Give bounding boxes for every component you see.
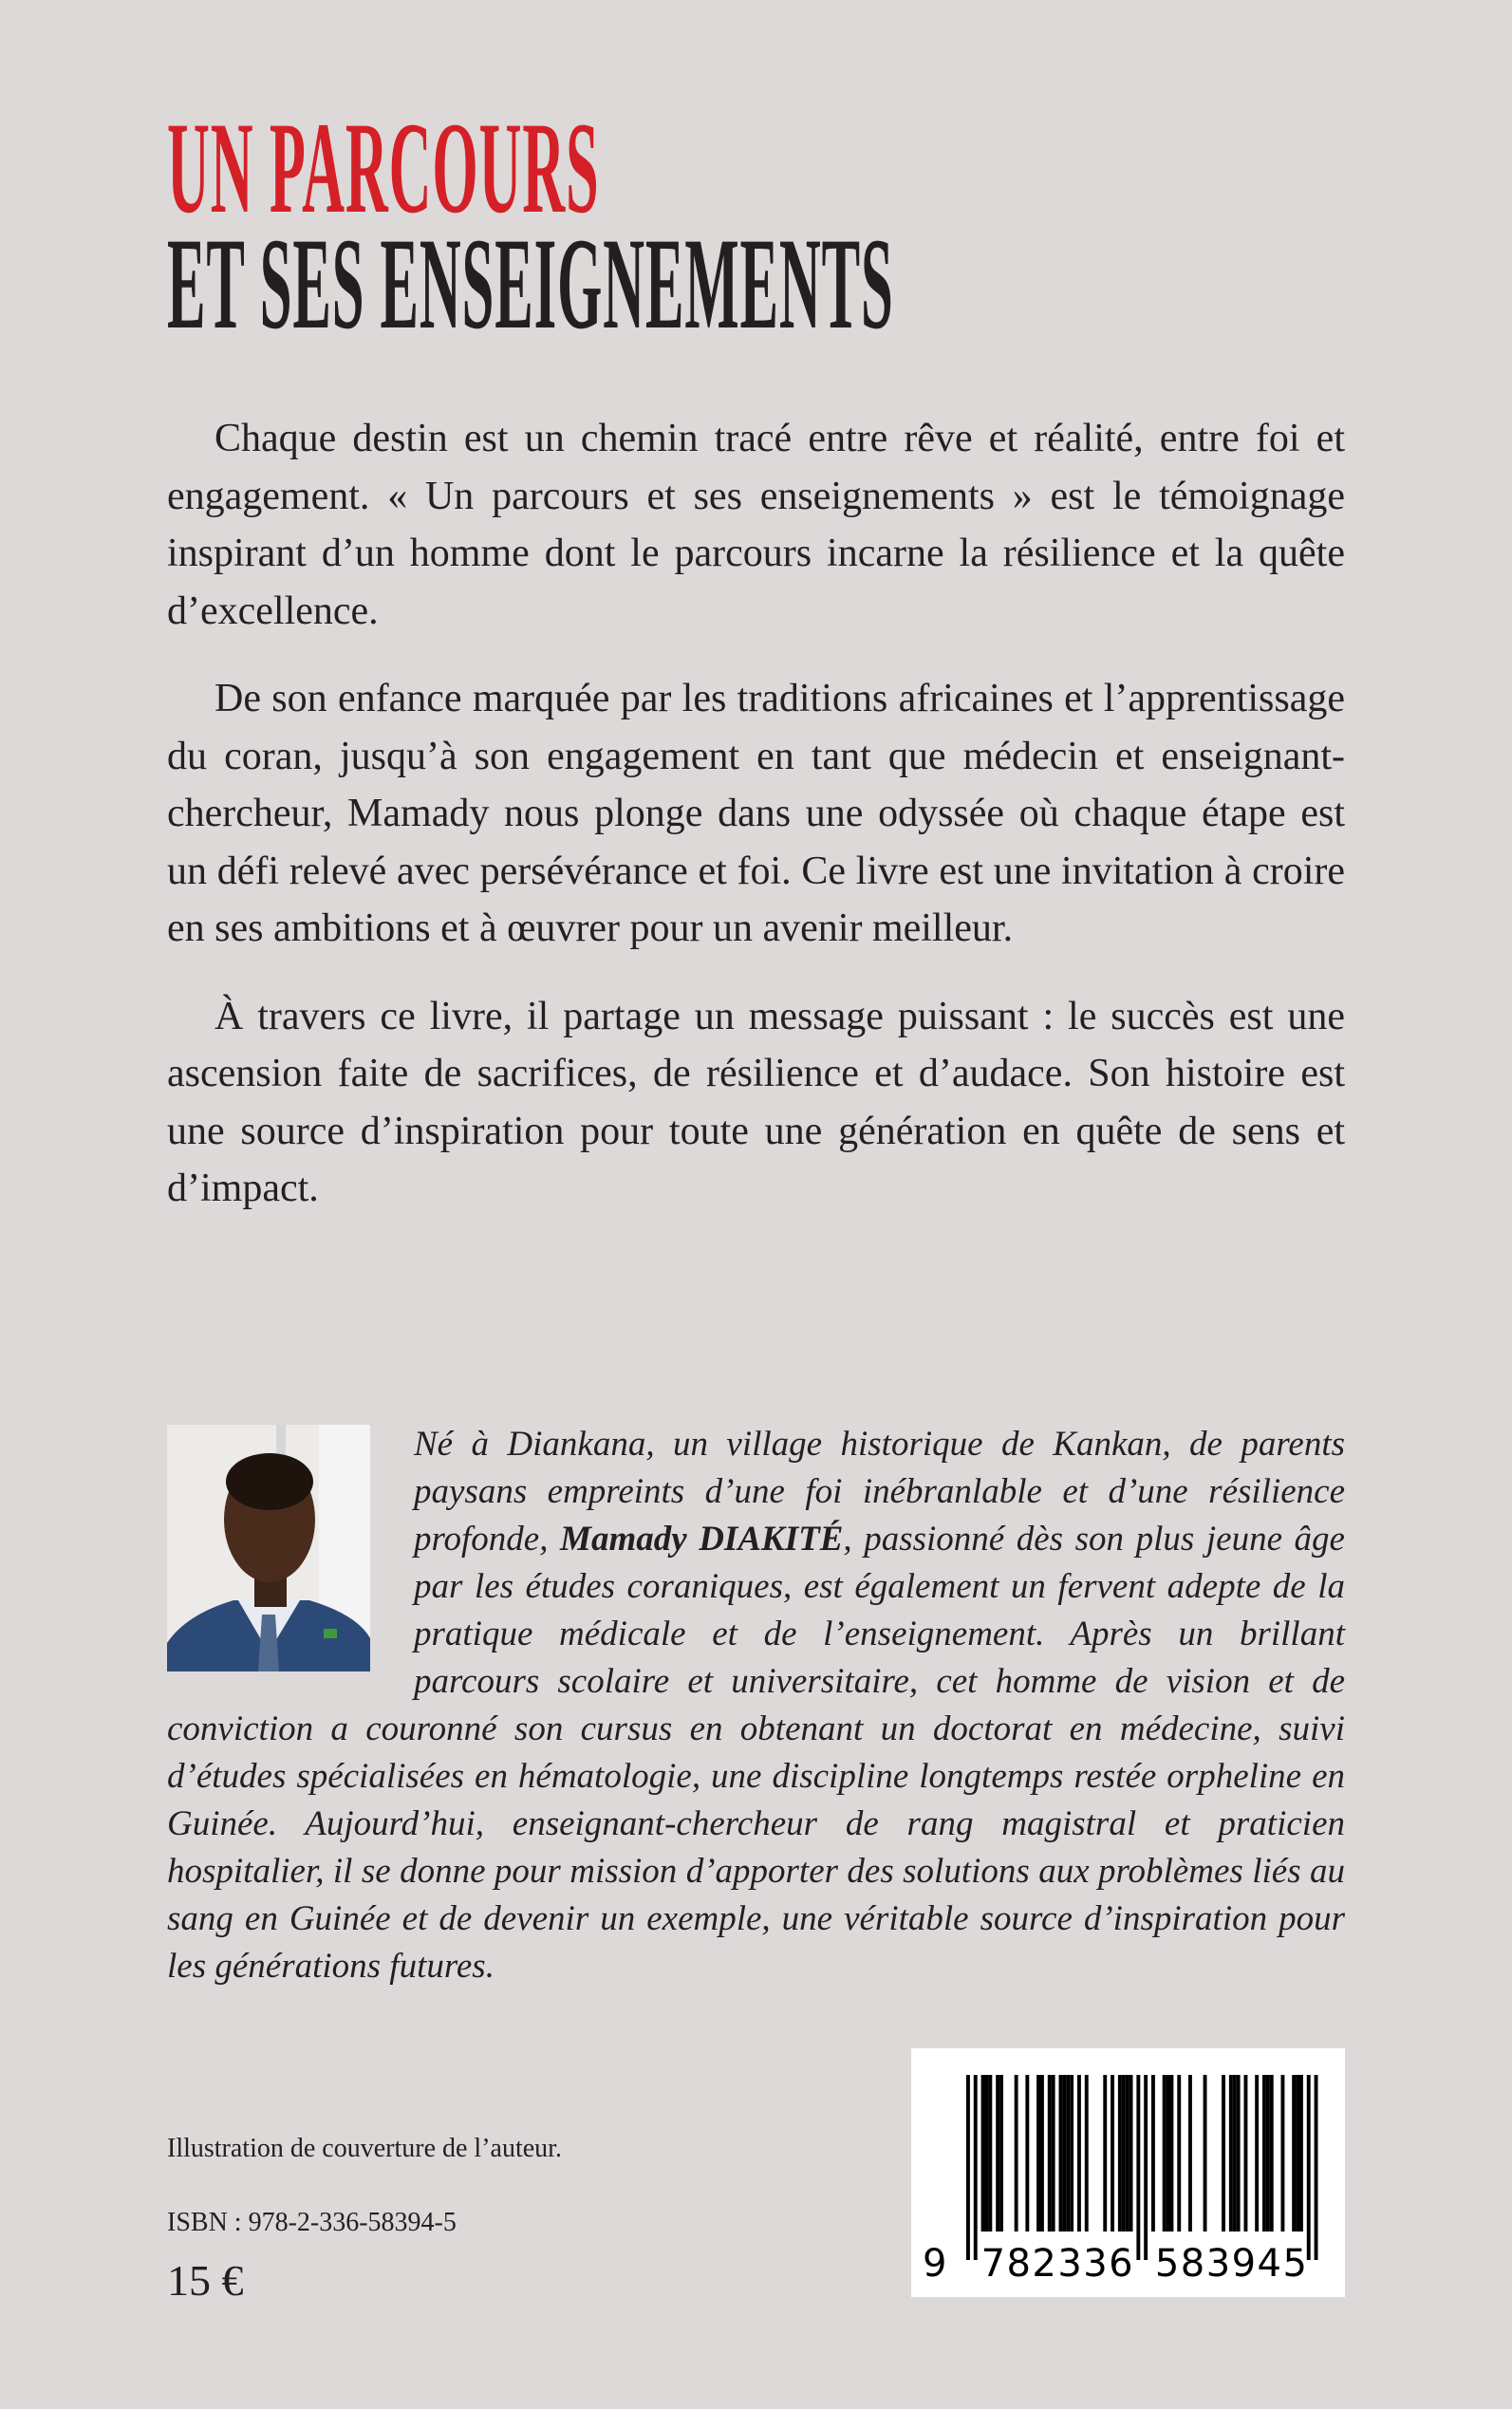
barcode-bar <box>1077 2075 1081 2232</box>
barcode-bar <box>1255 2075 1259 2232</box>
barcode-bar <box>1299 2075 1303 2232</box>
barcode-bar <box>1170 2075 1174 2232</box>
barcode-bar <box>966 2075 970 2260</box>
bio-text: , passionné dès son plus jeune âge par les études coraniques, est également un fervent adepte de la pratique médicale et de l’enseignement. Après un brillant parcours scolaire et universitaire, cet homme de vision et de conviction a couronné son cursus en obtenant un doctorat en médecine, suivi d’études spécialisées en hématologie, une discipline longtemps restée orpheline en Guinée. Aujourd’hui, enseignant-chercheur de rang magistral et praticien hospitalier, il se donne pour mission d’apporter des solutions aux problèmes liés au sang en Guinée et de devenir un exemple, une véritable source d’inspiration pour les générations futures. <box>167 1520 1345 1986</box>
barcode-bar <box>981 2075 985 2232</box>
barcode-bar <box>974 2075 978 2260</box>
barcode-digit-first: 9 <box>923 2242 947 2286</box>
title-line-2: ET SES ENSEIGNEMENTS <box>167 211 894 356</box>
barcode-bar <box>1177 2075 1181 2232</box>
barcode-digits-right: 583945 <box>1154 2242 1307 2286</box>
barcode-bar <box>1118 2075 1122 2232</box>
barcode-bar <box>1204 2075 1207 2232</box>
summary-paragraph: À travers ce livre, il partage un message puissant : le succès est une ascension faite de sacrifices, de résilience et d’audace. Son histoire est une source d’inspiration pour toute une génération en quête de sens et d’impact. <box>167 994 1345 1210</box>
barcode-bar <box>1111 2075 1114 2232</box>
barcode-bar <box>1122 2075 1126 2232</box>
barcode-bar <box>1052 2075 1055 2232</box>
barcode-bar <box>1270 2075 1274 2232</box>
barcode-bar <box>1059 2075 1063 2232</box>
barcode-bar <box>1048 2075 1052 2232</box>
barcode-bar <box>1266 2075 1270 2232</box>
barcode-bar <box>988 2075 992 2232</box>
author-photo <box>167 1425 370 1671</box>
barcode-bar <box>1085 2075 1089 2232</box>
barcode-bar <box>1151 2075 1155 2232</box>
barcode-bar <box>1025 2075 1029 2232</box>
barcode-bar <box>1292 2075 1296 2232</box>
isbn: ISBN : 978-2-336-58394-5 <box>167 2208 457 2237</box>
barcode-bar <box>1262 2075 1266 2232</box>
barcode-bar <box>985 2075 989 2232</box>
barcode-bar <box>1296 2075 1299 2232</box>
barcode-bar <box>1066 2075 1070 2232</box>
barcode-bar <box>1222 2075 1225 2232</box>
price: 15 € <box>167 2256 244 2305</box>
barcode-bar <box>1103 2075 1107 2232</box>
barcode-bars <box>911 2048 1345 2297</box>
barcode <box>911 2048 1345 2297</box>
barcode-bar <box>1136 2075 1140 2260</box>
barcode-bar <box>1126 2075 1129 2232</box>
author-name: Mamady DIAKITÉ <box>560 1520 844 1559</box>
barcode-bar <box>1015 2075 1018 2232</box>
barcode-digits-left: 782336 <box>980 2242 1133 2286</box>
barcode-bar <box>1070 2075 1073 2232</box>
barcode-bar <box>1307 2075 1311 2260</box>
barcode-bar <box>1244 2075 1248 2232</box>
barcode-bar <box>1229 2075 1233 2232</box>
author-bio <box>167 1421 1345 1990</box>
barcode-bar <box>996 2075 999 2232</box>
barcode-bar <box>1163 2075 1167 2232</box>
cover-credit: Illustration de couverture de l’auteur. <box>167 2134 562 2163</box>
barcode-bar <box>1062 2075 1066 2232</box>
bio-text: Né à Diankana, un village historique de Kankan, de parents paysans empreints d’une foi inébranlable et d’une résilience profonde, <box>414 1425 1345 1559</box>
barcode-bar <box>1167 2075 1170 2232</box>
barcode-bar <box>999 2075 1003 2232</box>
barcode-bar <box>1144 2075 1148 2260</box>
barcode-bar <box>1233 2075 1237 2232</box>
barcode-bar <box>1237 2075 1241 2232</box>
summary-paragraph: De son enfance marquée par les traditions africaines et l’apprentissage du coran, jusqu’à son engagement en tant que médecin et enseignant-chercheur, Mamady nous plonge dans une odyssée où chaque étape est un défi relevé avec persévérance et foi. Ce livre est une invitation à croire en ses ambitions et à œuvrer pour un avenir meilleur. <box>167 677 1345 950</box>
barcode-bar <box>1188 2075 1192 2232</box>
barcode-bar <box>1040 2075 1044 2232</box>
barcode-bar <box>1315 2075 1318 2260</box>
title-line-1: UN PARCOURS <box>167 95 600 240</box>
summary-paragraph: Chaque destin est un chemin tracé entre rêve et réalité, entre foi et engagement. « Un parcours et ses enseignements » est le témoignage inspirant d’un homme dont le parcours incarne la résilience et la quête d’excellence. <box>167 417 1345 633</box>
barcode-bar <box>1281 2075 1285 2232</box>
back-cover-summary <box>167 410 1345 1248</box>
barcode-bar <box>1036 2075 1040 2232</box>
barcode-bar <box>1129 2075 1133 2232</box>
